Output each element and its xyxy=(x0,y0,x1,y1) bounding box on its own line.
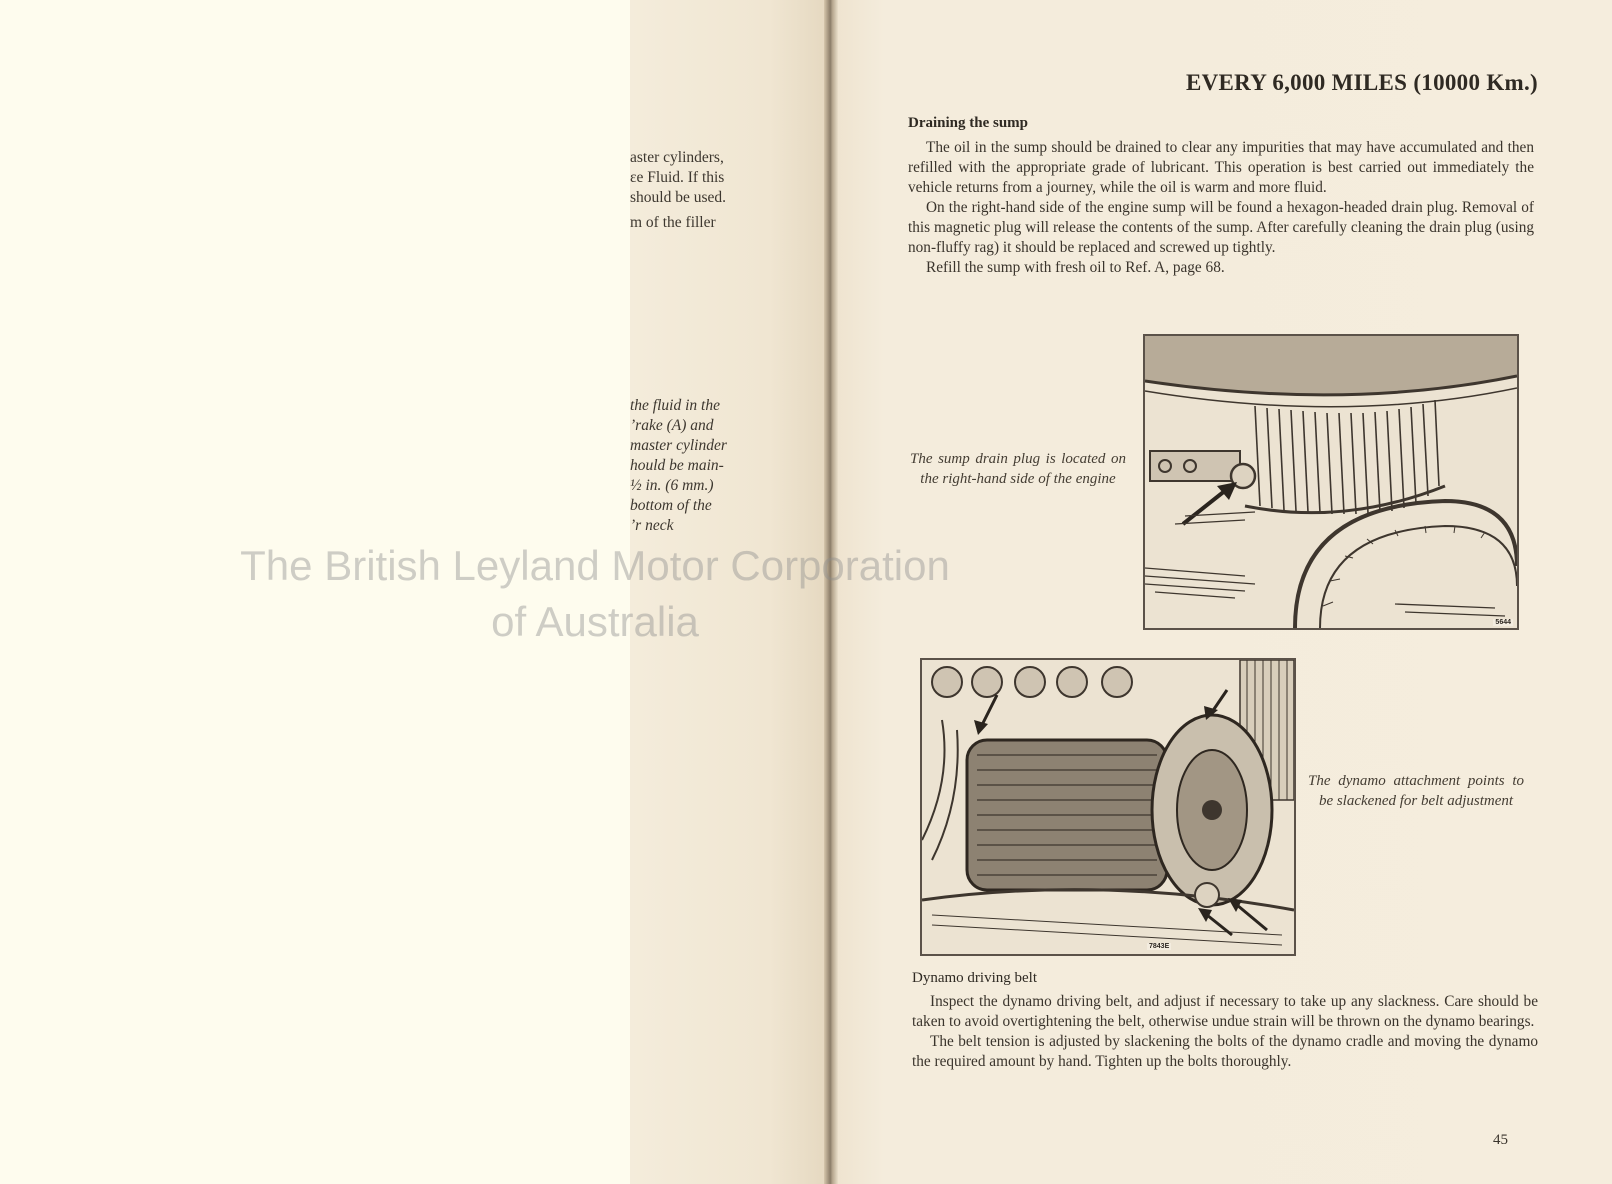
left-caption-line: master cylinder xyxy=(630,437,727,454)
left-text-line: ɛe Fluid. If this xyxy=(630,169,725,186)
figure-caption-sump: The sump drain plug is located on the right-hand side of the engine xyxy=(910,451,1126,487)
left-text-line: aster cylinders, xyxy=(630,149,724,166)
paragraph: Refill the sump with fresh oil to Ref. A, page 68. xyxy=(926,259,1225,276)
section-body-dynamo-belt xyxy=(912,992,1538,1072)
section-title-draining-sump: Draining the sump xyxy=(908,115,1029,131)
section-body-draining-sump xyxy=(908,138,1534,278)
left-page-paragraph xyxy=(630,148,750,208)
left-caption-line: hould be main- xyxy=(630,457,724,474)
watermark-line: The British Leyland Motor Corporation xyxy=(240,542,950,589)
sump-illustration xyxy=(1143,334,1519,630)
left-page xyxy=(630,0,828,1184)
figure-caption-dynamo: The dynamo attachment points to be slackened for belt adjustment xyxy=(1308,773,1524,809)
watermark-line: of Australia xyxy=(491,598,699,645)
page-header: EVERY 6,000 MILES (10000 Km.) xyxy=(1185,70,1538,95)
left-caption-line: the fluid in the xyxy=(630,397,720,414)
left-caption-line: bottom of the xyxy=(630,497,712,514)
section-title-dynamo-belt: Dynamo driving belt xyxy=(912,970,1037,986)
left-text-line: m of the filler xyxy=(630,214,716,231)
paragraph: Inspect the dynamo driving belt, and adjust if necessary to take up any slackness. Care should be taken to avoid overtightening the belt, otherwise undue strain will be thrown on the dynamo bearings. xyxy=(912,993,1538,1030)
dynamo-drawing xyxy=(922,660,1294,954)
paragraph: The belt tension is adjusted by slackening the bolts of the dynamo cradle and moving the dynamo the required amount by hand. Tighten up the bolts thoroughly. xyxy=(912,1033,1538,1070)
page-number: 45 xyxy=(1493,1132,1508,1148)
left-caption-line: ʼrake (A) and xyxy=(630,417,714,434)
sump-drawing xyxy=(1145,336,1517,628)
figure-code-sump: 5644 xyxy=(1495,619,1511,626)
book-scan xyxy=(630,0,1612,1184)
right-page xyxy=(838,0,1612,1184)
left-text-line: should be used. xyxy=(630,189,727,206)
book-gutter xyxy=(824,0,838,1184)
left-page-line xyxy=(630,213,750,233)
left-page-caption xyxy=(630,396,750,536)
left-caption-line: ʼr neck xyxy=(630,517,674,534)
figure-code-dynamo: 7843E xyxy=(1149,943,1170,950)
paragraph: The oil in the sump should be drained to clear any impurities that may have accumulated and then refilled with the appropriate grade of lubricant. This operation is best carried out immediately the vehicle returns from a journey, while the oil is warm and more fluid. xyxy=(908,139,1534,196)
dynamo-illustration xyxy=(920,658,1296,956)
left-caption-line: ½ in. (6 mm.) xyxy=(630,477,714,494)
paragraph: On the right-hand side of the engine sump will be found a hexagon-headed drain plug. Removal of this magnetic plug will release the contents of the sump. After carefully cleaning the drain plug (using non-fluffy rag) it should be replaced and screwed up tightly. xyxy=(908,199,1534,256)
